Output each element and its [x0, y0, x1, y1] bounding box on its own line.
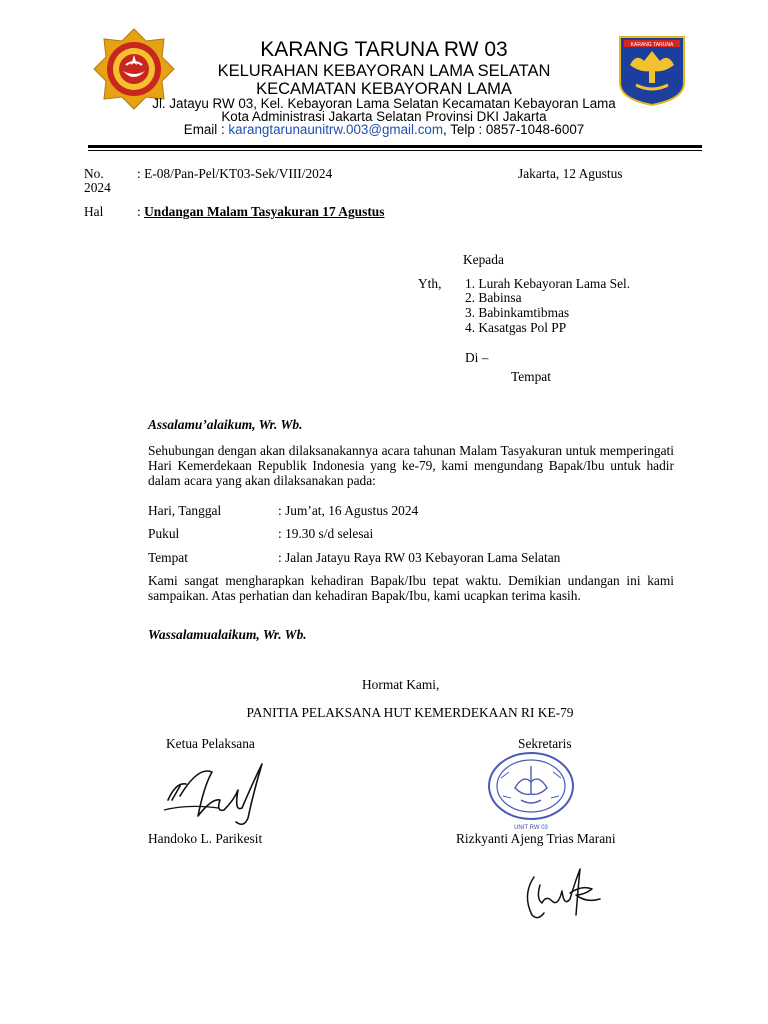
phone-text: , Telp : 0857-1048-6007 [443, 122, 585, 137]
email-label: Email : [183, 122, 229, 137]
right-signatory-name: Rizkyanti Ajeng Trias Marani [456, 831, 616, 846]
recipient-item: 4. Kasatgas Pol PP [465, 320, 567, 335]
detail-value: : 19.30 s/d selesai [278, 526, 374, 541]
hormat-kami: Hormat Kami, [362, 677, 440, 692]
right-emblem [618, 35, 686, 107]
kepada: Kepada [463, 252, 504, 267]
header-rule-thin [88, 150, 702, 151]
stamp-seal [485, 750, 577, 832]
stamp-text: UNIT RW 03 [514, 825, 548, 831]
org-title: KARANG TARUNA RW 03 [260, 38, 508, 61]
subject: Undangan Malam Tasyakuran 17 Agustus [144, 204, 385, 219]
left-signatory-role: Ketua Pelaksana [166, 736, 255, 751]
no-year: 2024 [84, 180, 111, 195]
contact-line [0, 122, 768, 137]
hal-label: Hal [84, 204, 104, 219]
left-signatory-name: Handoko L. Parikesit [148, 831, 263, 846]
address-line-1: Jl. Jatayu RW 03, Kel. Kebayoran Lama Selatan Kecamatan Kebayoran Lama [152, 96, 616, 111]
place-date: Jakarta, 12 Agustus [518, 166, 623, 181]
intro-paragraph: Sehubungan dengan akan dilaksanakannya acara tahunan Malam Tasyakuran untuk memperingati Hari Kemerdekaan Republik Indonesia yang ke-79, kami mengundang Bapak/Ibu untuk hadir dalam acara yang akan dilaksanakan pada: [148, 443, 674, 488]
tempat-label: Tempat [511, 369, 551, 384]
recipient-item: 1. Lurah Kebayoran Lama Sel. [465, 276, 631, 291]
closing-greeting: Wassalamualaikum, Wr. Wb. [148, 627, 307, 642]
detail-value: : Jum’at, 16 Agustus 2024 [278, 503, 419, 518]
right-signatory-role: Sekretaris [518, 736, 572, 751]
recipient-item: 2. Babinsa [465, 290, 522, 305]
detail-label: Tempat [148, 550, 188, 565]
email-link[interactable]: karangtarunaunitrw.003@gmail.com [228, 122, 443, 137]
detail-label: Pukul [148, 526, 180, 541]
closing-paragraph: Kami sangat mengharapkan kehadiran Bapak/Ibu tepat waktu. Demikian undangan ini kami sampaikan. Atas perhatian dan kehadiran Bapak/Ibu, kami ucapkan terima kasih. [148, 573, 674, 603]
right-signature [520, 855, 610, 925]
greeting: Assalamu’alaikum, Wr. Wb. [148, 417, 303, 432]
recipient-item: 3. Babinkamtibmas [465, 305, 570, 320]
detail-value: : Jalan Jatayu Raya RW 03 Kebayoran Lama Selatan [278, 550, 561, 565]
no-label: No. [84, 166, 104, 181]
kelurahan-title: KELURAHAN KEBAYORAN LAMA SELATAN [217, 62, 551, 80]
left-signature [158, 760, 268, 830]
di-label: Di – [465, 350, 489, 365]
address-line-2: Kota Administrasi Jakarta Selatan Provinsi DKI Jakarta [221, 109, 547, 124]
right-emblem-text: KARANG TARUNA [630, 42, 674, 48]
hal-line [137, 204, 384, 219]
yth: Yth, [418, 276, 442, 291]
header-rule-thick [88, 145, 702, 148]
kecamatan-title: KECAMATAN KEBAYORAN LAMA [256, 80, 512, 98]
detail-label: Hari, Tanggal [148, 503, 222, 518]
hal-colon: : [137, 204, 145, 219]
committee-name: PANITIA PELAKSANA HUT KEMERDEKAAN RI KE-79 [246, 705, 574, 720]
letter-number: : E-08/Pan-Pel/KT03-Sek/VIII/2024 [137, 166, 333, 181]
